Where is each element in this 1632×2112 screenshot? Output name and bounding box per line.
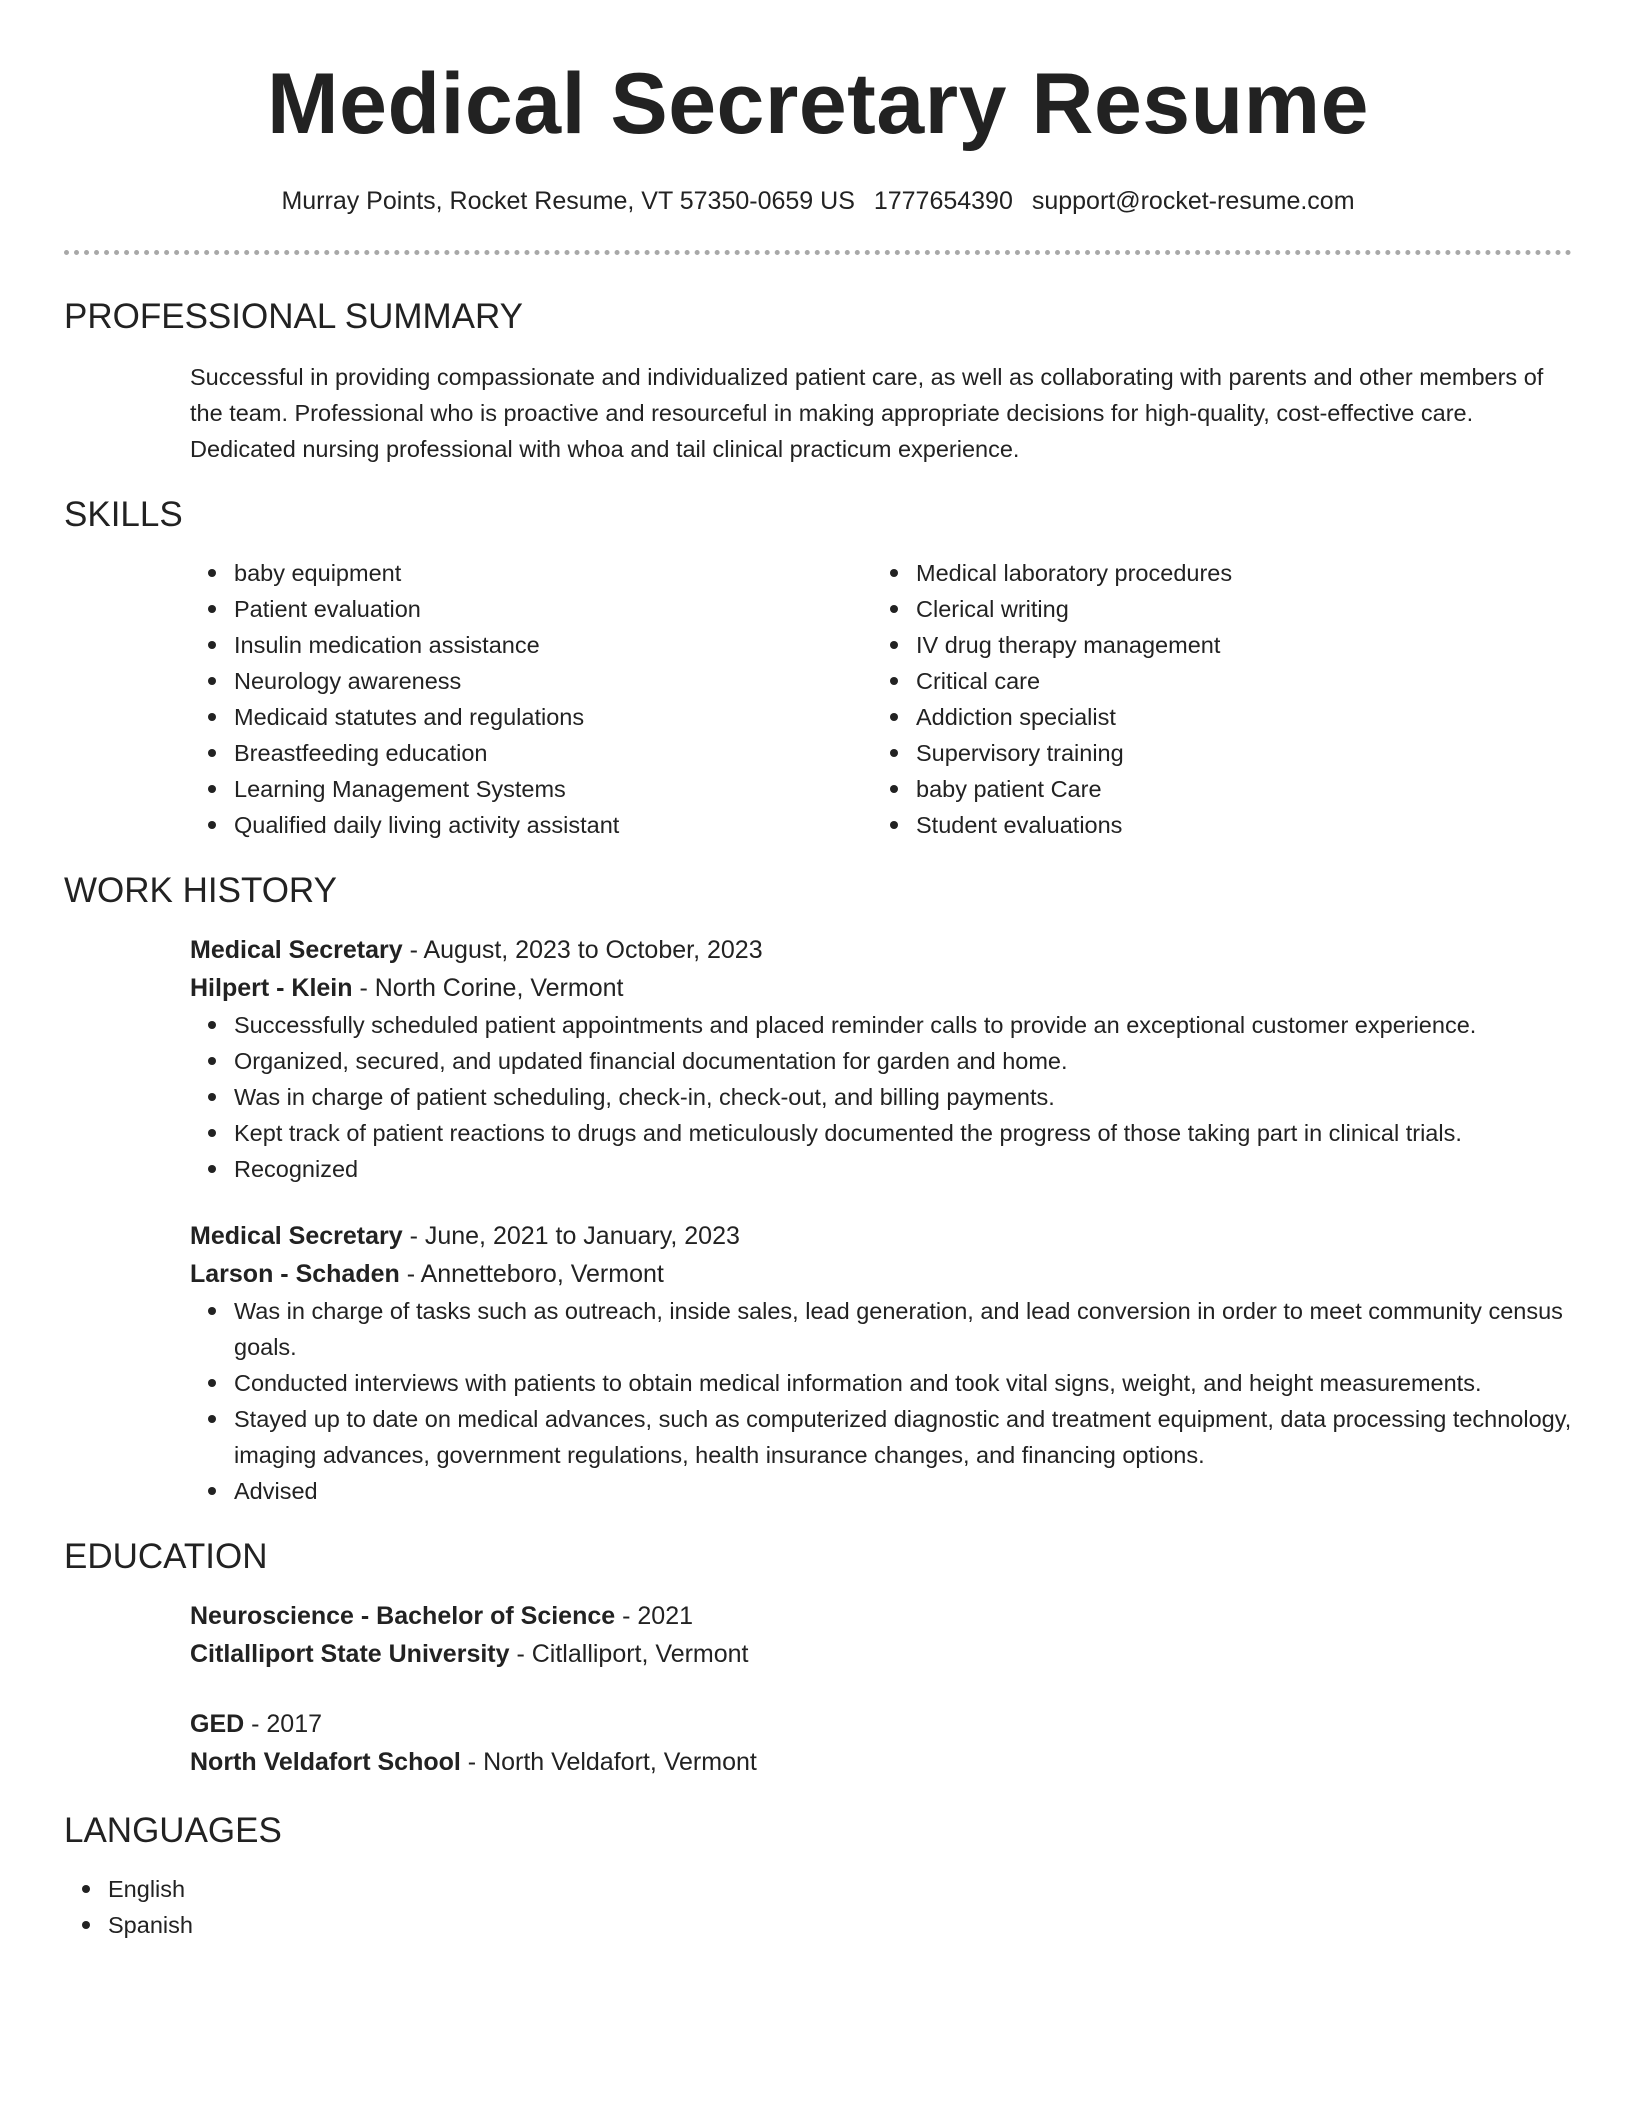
job-dates: - June, 2021 to January, 2023 — [402, 1222, 740, 1250]
skills-column-right — [872, 555, 1554, 843]
job-title: Medical Secretary — [190, 936, 403, 964]
job-bullet: Was in charge of patient scheduling, check-in, check-out, and billing payments. — [190, 1079, 1572, 1115]
skill-item: Learning Management Systems — [190, 771, 872, 807]
education-year: - 2021 — [615, 1602, 694, 1630]
education-school-line — [190, 1635, 1572, 1673]
education-school-line — [190, 1743, 1572, 1781]
work-heading: WORK HISTORY — [64, 871, 337, 910]
skill-item: Addiction specialist — [872, 699, 1554, 735]
job-company: Larson - Schaden — [190, 1260, 400, 1288]
job-bullet: Successfully scheduled patient appointments and placed reminder calls to provide an exceptional customer experience. — [190, 1007, 1572, 1043]
contact-line — [64, 186, 1572, 216]
education-entry — [190, 1597, 1572, 1673]
job-dates: - August, 2023 to October, 2023 — [402, 936, 763, 964]
skill-item: Neurology awareness — [190, 663, 872, 699]
job-bullet: Stayed up to date on medical advances, such as computerized diagnostic and treatment equipment, data processing technology, imaging advances, government regulations, health insurance changes, and financing options. — [190, 1401, 1572, 1473]
skill-item: Critical care — [872, 663, 1554, 699]
language-item: Spanish — [64, 1907, 1572, 1943]
skills-heading: SKILLS — [64, 495, 183, 534]
skill-item: Medical laboratory procedures — [872, 555, 1554, 591]
job-bullet: Recognized — [190, 1151, 1572, 1187]
education-entry — [190, 1705, 1572, 1781]
skills-list — [190, 555, 1572, 843]
job-bullets — [190, 1293, 1572, 1509]
job-company-line — [190, 1255, 1572, 1293]
job-title-line — [190, 1217, 1572, 1255]
contact-phone: 1777654390 — [873, 187, 1013, 215]
skills-column-left — [190, 555, 872, 843]
skill-item: baby patient Care — [872, 771, 1554, 807]
skill-item: Student evaluations — [872, 807, 1554, 843]
summary-heading: PROFESSIONAL SUMMARY — [64, 297, 523, 336]
education-school: Citlalliport State University — [190, 1640, 510, 1668]
education-degree-line — [190, 1597, 1572, 1635]
education-degree: GED — [190, 1710, 245, 1738]
summary-text: Successful in providing compassionate and individualized patient care, as well as collaborating with parents and other members of the team. Professional who is proactive and resourceful in making appropriate decisions for high-quality, cost-effective care. Dedicated nursing professional with whoa and tail clinical practicum experience. — [190, 364, 1544, 462]
job-bullet: Was in charge of tasks such as outreach, inside sales, lead generation, and lead conversion in order to meet community census goals. — [190, 1293, 1572, 1365]
job-company-line — [190, 969, 1572, 1007]
job-location: - North Corine, Vermont — [352, 974, 624, 1002]
resume-title: Medical Secretary Resume — [267, 56, 1369, 152]
skill-item: Qualified daily living activity assistant — [190, 807, 872, 843]
skill-item: Breastfeeding education — [190, 735, 872, 771]
skill-item: Patient evaluation — [190, 591, 872, 627]
skill-item: Clerical writing — [872, 591, 1554, 627]
education-degree: Neuroscience - Bachelor of Science — [190, 1602, 616, 1630]
job-entry — [190, 1217, 1572, 1509]
job-bullet: Conducted interviews with patients to obtain medical information and took vital signs, weight, and height measurements. — [190, 1365, 1572, 1401]
job-bullet: Advised — [190, 1473, 1572, 1509]
job-title: Medical Secretary — [190, 1222, 403, 1250]
languages-list — [64, 1871, 1572, 1943]
skill-item: Supervisory training — [872, 735, 1554, 771]
education-degree-line — [190, 1705, 1572, 1743]
job-company: Hilpert - Klein — [190, 974, 353, 1002]
education-location: - Citlalliport, Vermont — [509, 1640, 749, 1668]
skill-item: baby equipment — [190, 555, 872, 591]
language-item: English — [64, 1871, 1572, 1907]
education-year: - 2017 — [244, 1710, 323, 1738]
contact-email: support@rocket-resume.com — [1031, 187, 1355, 215]
job-entry — [190, 931, 1572, 1187]
skill-item: Medicaid statutes and regulations — [190, 699, 872, 735]
header-divider — [64, 250, 1572, 255]
education-school: North Veldafort School — [190, 1748, 461, 1776]
skill-item: Insulin medication assistance — [190, 627, 872, 663]
education-heading: EDUCATION — [64, 1537, 268, 1576]
job-location: - Annetteboro, Vermont — [399, 1260, 664, 1288]
resume-page — [64, 0, 1572, 1943]
job-bullet: Kept track of patient reactions to drugs and meticulously documented the progress of those taking part in clinical trials. — [190, 1115, 1572, 1151]
job-title-line — [190, 931, 1572, 969]
skill-item: IV drug therapy management — [872, 627, 1554, 663]
job-bullets — [190, 1007, 1572, 1187]
contact-address: Murray Points, Rocket Resume, VT 57350-0659 US — [281, 187, 855, 215]
education-location: - North Veldafort, Vermont — [460, 1748, 757, 1776]
job-bullet: Organized, secured, and updated financial documentation for garden and home. — [190, 1043, 1572, 1079]
languages-heading: LANGUAGES — [64, 1811, 282, 1850]
